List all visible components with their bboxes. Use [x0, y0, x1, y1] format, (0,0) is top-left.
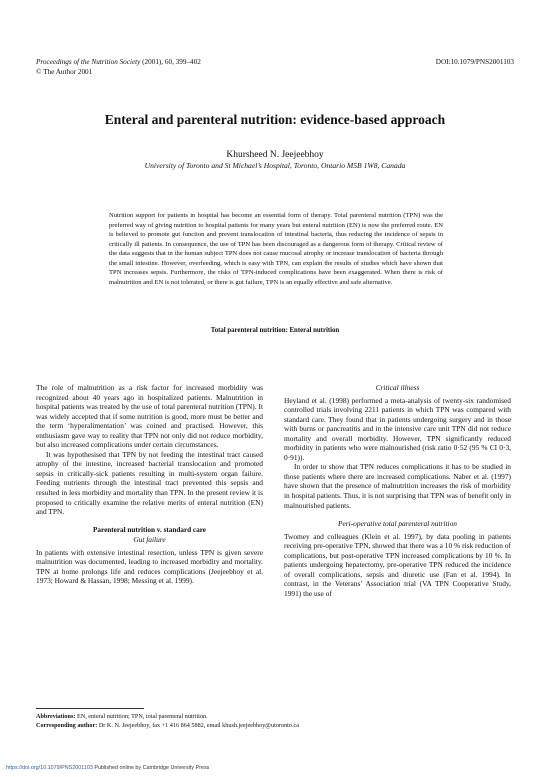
- right-column: [284, 383, 511, 598]
- keywords: Total parenteral nutrition: Enteral nutrition: [210, 327, 340, 334]
- footnotes: [36, 713, 516, 730]
- paragraph: Twomey and colleagues (Klein et al. 1997), by data pooling in patients receiving pre-operative TPN, showed that there was a 10 % risk reduction of complications, but post-operative TPN increased complications by 10 %. In patients undergoing hepatectomy, pre-operative TPN reduced the incidence of overall complications, sepsis and diuretic use (Fan et al. 1994). In contrast, in the Veterans’ Association trial (VA TPN Cooperative Study, 1991) the use of: [284, 531, 511, 598]
- paragraph: In order to show that TPN reduces complications it has to be studied in those patients where there are increased complications. Naber et al. (1997) have shown that the presence of malnutrition increases the risk of morbidity in hospital patients. Thus, it is not surprising that TPN was of benefit only in malnourished patients.: [284, 462, 511, 510]
- author-name: Khursheed N. Jeejeebhoy: [226, 150, 324, 160]
- abstract: Nutrition support for patients in hospital has become an essential form of therapy. Total parenteral nutrition (TPN) was the preferred way of giving nutrition to hospital patients for many years but enteral nutrition (EN) is now the preferred route. EN is believed to promote gut function and prevent translocation of intestinal bacteria, thus reducing the incidence of sepsis in critically ill patients. In consequence, the use of TPN has been discouraged as a dangerous form of therapy. Critical review of the data suggests that in the human subject TPN does not cause mucosal atrophy or increase translocation of bacteria through the small intestine. However, overfeeding, which is easy with TPN, can explain the results of studies which have shown that TPN increases sepsis. Furthermore, the risks of TPN-induced complications have been exaggerated. When there is risk of malnutrition and EN is not tolerated, or there is gut failure, TPN is an equally effective and safe alternative.: [109, 212, 443, 286]
- citation: (2001), 60, 399–402: [140, 58, 201, 66]
- section-heading: Parenteral nutrition v. standard care: [93, 525, 206, 534]
- publication-line: [6, 765, 209, 771]
- abbreviations-text: EN, enteral nutrition; TPN, total parenteral nutrition.: [75, 713, 208, 720]
- running-header: [36, 58, 201, 77]
- doi-link[interactable]: https://doi.org/10.1079/PNS2001103: [6, 765, 93, 771]
- published-online: Published online by Cambridge University Press: [92, 765, 210, 771]
- subsection-heading: Gut failure: [133, 535, 166, 545]
- footnote-rule: [36, 708, 144, 709]
- subsection-heading: Peri-operative total parenteral nutrition: [338, 519, 457, 529]
- paragraph: The role of malnutrition as a risk factor for increased morbidity was recognized about 40 years ago in hospitalized patients. Malnutrition in hospital patients was treated by the use of total parenteral nutrition (TPN). It was widely accepted that if some nutrition is good, more must be better and the term ‘hyperalimentation’ was coined and practised. However, this enthusiasm gave way to reality that TPN not only did not reduce morbidity, but also increased complications under certain circumstances.: [36, 383, 263, 450]
- abbreviations-label: Abbreviations:: [36, 713, 76, 720]
- article-title: Enteral and parenteral nutrition: evidence-based approach: [104, 112, 446, 127]
- paragraph: It was hypothesised that TPN by not feeding the intestinal tract caused atrophy of the intestine, increased bacterial translocation and promoted sepsis in critically-sick patients resulting in multi-system organ failure. Feeding nutrients through the intestinal tract prevented this sepsis and resulted in less morbidity and mortality than TPN. In the present review it is proposed to critically examine the relative merits of enteral nutrition (EN) and TPN.: [36, 449, 263, 517]
- paragraph: In patients with extensive intestinal resection, unless TPN is given severe malnutrition was documented, leading to increased morbidity and mortality. TPN at home prolongs life and reduces complications (Jeejeebhoy et al. 1973; Howard & Hassan, 1998; Messing et al. 1999).: [36, 547, 263, 586]
- left-column: [36, 383, 263, 586]
- paragraph: Heyland et al. (1998) performed a meta-analysis of twenty-six randomised controlled trials involving 2211 patients in which TPN was compared with standard care. They found that in patients undergoing surgery and in those with burns or pancreatitis and in the intensive care unit TPN did not reduce mortality and overall morbidity. However, TPN significantly reduced morbidity in patients who were malnourished (risk ratio 0·52 (95 % CI 0·3, 0·91)).: [284, 395, 511, 462]
- corresponding-text: Dr K. N. Jeejeebhoy, fax +1 416 864 5882, email khush.jeejeebhoy@utoronto.ca: [97, 721, 300, 729]
- subsection-heading: Critical illness: [375, 383, 420, 392]
- corresponding-label: Corresponding author:: [36, 721, 98, 729]
- doi-header: DOI:10.1079/PNS2001103: [435, 58, 514, 66]
- affiliation: University of Toronto and St Michael’s Hospital, Toronto, Ontario M5B 1W8, Canada: [144, 161, 406, 170]
- copyright: © The Author 2001: [36, 67, 93, 76]
- journal-name: Proceedings of the Nutrition Society: [36, 58, 141, 66]
